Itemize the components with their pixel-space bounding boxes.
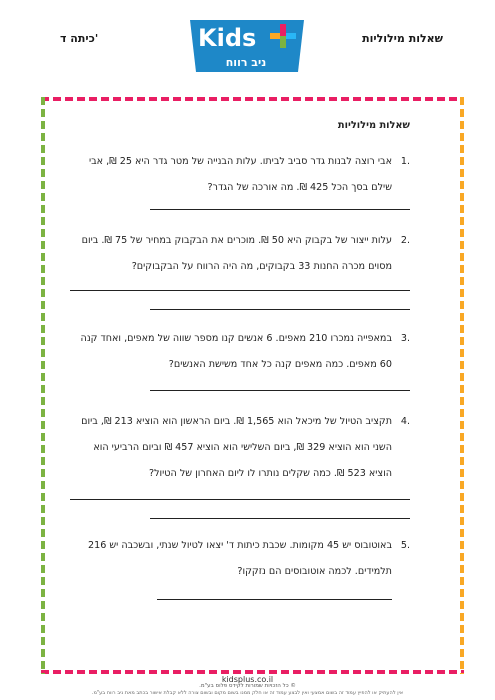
question-text: במאפייה נמכרו 210 מאפים. 6 אנשים קנו מספר שווה של מאפים, ואחד קנה 60 מאפים. כמה מאפים קנה כל אחד משישת האנשים? (80, 333, 392, 370)
question-number: .2 (400, 235, 410, 246)
worksheet-subtitle: שאלות מילוליות (337, 120, 410, 131)
question-4 (70, 409, 410, 487)
question-number: .3 (400, 333, 410, 344)
question-text: תקציב הטיול של מיכאל הוא 1,565 ₪. ביום הראשון הוא הוציא 213 ₪, ביום השני הוא הוציא 329 ₪, ביום השלישי הוא הוציא 457 ₪ וביום הרביעי הוא הוציא 523 ₪. כמה שקלים נותרו לו ליום האחרון של הטיול? (81, 416, 392, 479)
topic-label: שאלות מילוליות (362, 32, 443, 45)
answer-line[interactable] (150, 209, 410, 210)
question-text-main: באוטובוס יש 45 מקומות. שכבת כיתות ד' יצאו לטיול שנתי, ובשכבה יש 216 תלמידים. לכמה אוטובוסים הם (87, 540, 392, 577)
logo-text: Kids (198, 24, 257, 52)
question-text: אבי רוצה לבנות גדר סביב לביתו. עלות הבנייה של מטר גדר היא 25 ₪, אבי שילם בסך הכל 425 ₪. מה אורכה של הגדר? (88, 156, 392, 193)
answer-line[interactable] (150, 390, 410, 391)
answer-line[interactable] (157, 599, 392, 600)
question-number: .1 (400, 156, 410, 167)
footer-notice: אין להעתיק או להפיץ עמוד זה בשום אמצעי ואין לבצע עמוד זה או חלק ממנו בשום מקום ובשום צורה ללא קבלת אישור בכתב מאת ניב רווח בע"מ. (91, 690, 404, 696)
question-text: עלות ייצור של בקבוק היא 50 ₪. מוכרים את הבקבוק במחיר של 75 ₪. ביום מסוים מכרה החנות 33 בקבוקים, מה היה הרווח על הבקבוקים? (81, 235, 392, 272)
question-3 (70, 326, 410, 378)
answer-line[interactable] (150, 518, 410, 519)
question-last-word: נזקקו? (237, 566, 266, 577)
border-left (41, 97, 45, 674)
kids-logo (184, 16, 310, 76)
question-number: .5 (400, 540, 410, 551)
footer-site[interactable]: kidsplus.co.il (221, 675, 274, 684)
question-2 (70, 228, 410, 280)
footer-copyright: © כל הזכויות שמורות לקידס פלוס בע"מ. (199, 683, 296, 689)
question-5 (70, 533, 410, 611)
class-label: כיתה ד' (60, 32, 99, 45)
border-top (41, 97, 464, 101)
question-number: .4 (400, 416, 410, 427)
answer-line[interactable] (150, 309, 410, 310)
logo-subtitle: ניב רווח (225, 56, 267, 69)
border-bottom (41, 670, 464, 674)
answer-line[interactable] (70, 290, 410, 291)
answer-line[interactable] (70, 499, 410, 500)
question-1 (70, 149, 410, 201)
border-right (460, 97, 464, 674)
question-text (70, 533, 392, 611)
worksheet-content (70, 120, 410, 611)
